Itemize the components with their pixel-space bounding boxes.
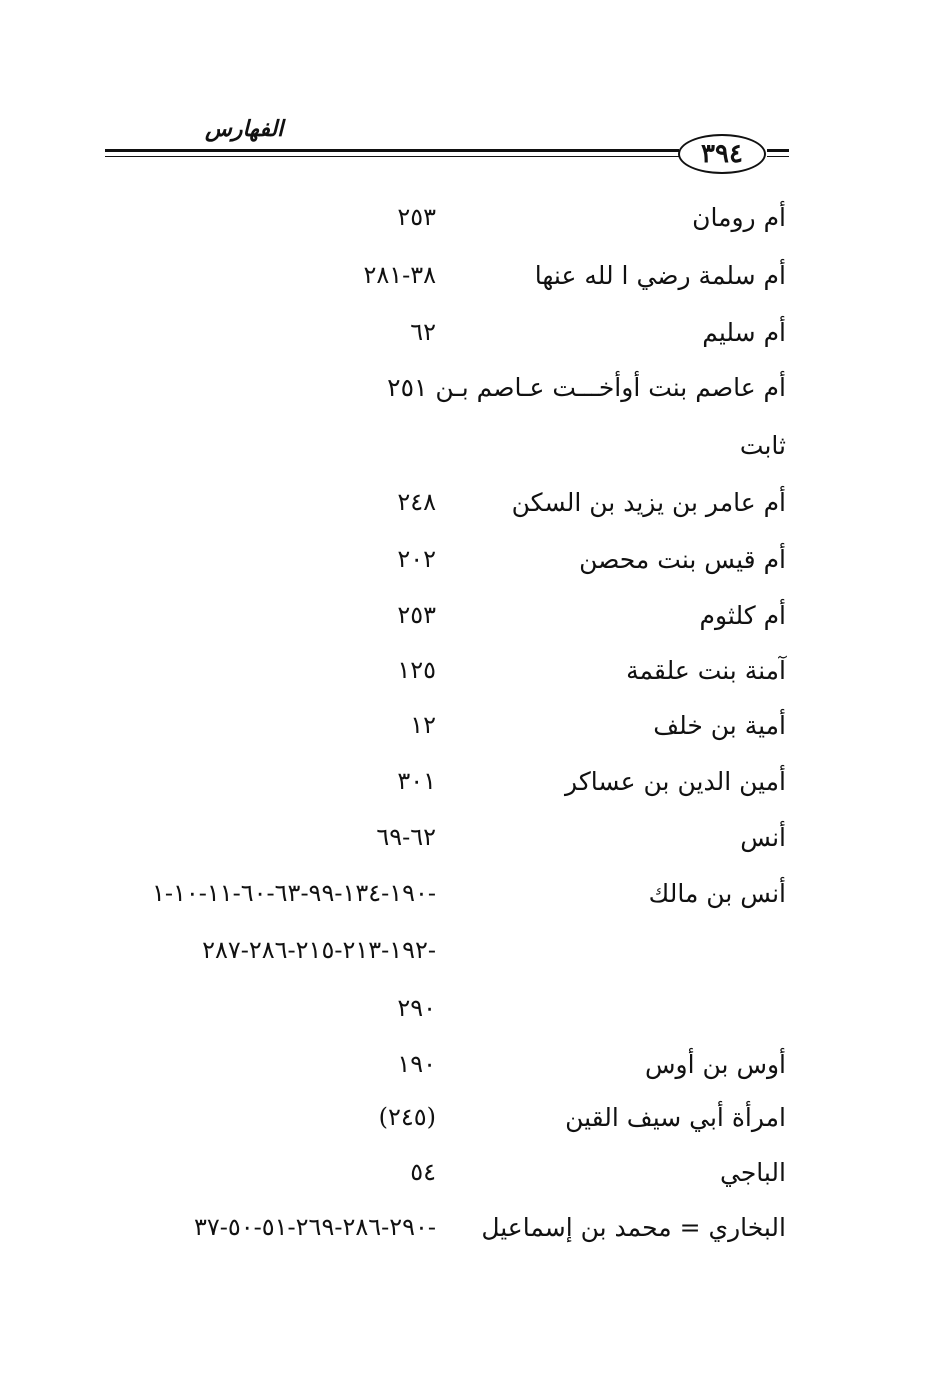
entry-name: أم قيس بنت محصن (579, 545, 786, 574)
entry-pages: ٢٩٠ (397, 994, 436, 1022)
index-entry (0, 431, 944, 487)
entry-pages: ٦٢ (410, 318, 436, 346)
entry-name: أم رومان (692, 203, 786, 232)
entry-name: الباجي (719, 1158, 786, 1187)
index-entry (0, 601, 944, 657)
index-entry (0, 261, 944, 317)
index-entry (0, 879, 944, 935)
entry-pages: ٦٢-٦٩ (376, 823, 436, 851)
entry-name: أوس بن أوس (645, 1050, 786, 1079)
entry-pages: ٣٨-٢٨١ (363, 261, 436, 289)
index-entry (0, 318, 944, 374)
entry-pages: -١٩٢-٢١٣-٢١٥-٢٨٦-٢٨٧ (202, 936, 436, 964)
entry-pages: ٢٥٣ (397, 601, 436, 629)
entry-name: أم عاصم بنت أوأخـــت عـاصم بـن ٢٥١ (387, 373, 786, 402)
entry-name: أمين الدين بن عساكر (565, 767, 786, 796)
entry-name: أنس (740, 823, 786, 852)
index-entry (0, 1158, 944, 1214)
entry-name: أمية بن خلف (653, 711, 786, 740)
entry-pages: ١٢ (410, 711, 436, 739)
entry-name: أم سلمة رضي ا لله عنها (534, 261, 786, 290)
entry-pages: ٢٠٢ (397, 545, 436, 573)
index-entry (0, 1213, 944, 1269)
entry-name: آمنة بنت علقمة (626, 656, 786, 685)
index-entry (0, 1103, 944, 1159)
entry-pages: -١٩٠-١٣٤-٩٩-٦٣-٦٠-١١-١٠-١ (151, 879, 436, 907)
entry-pages: ٢٥٣ (397, 203, 436, 231)
index-entry (0, 545, 944, 601)
index-entry (0, 711, 944, 767)
index-entry (0, 767, 944, 823)
header-title: الفهارس (205, 116, 284, 142)
entry-name: امرأة أبي سيف القين (565, 1103, 786, 1132)
entry-pages: ١٩٠ (397, 1050, 436, 1078)
entry-name: أم كلثوم (699, 601, 786, 630)
entry-pages: (٢٤٥) (378, 1103, 436, 1131)
index-entry (0, 373, 944, 429)
entry-pages: -٢٩٠-٢٨٦-٢٦٩-٥١-٥٠-٣٧ (193, 1213, 436, 1241)
page-number: ٣٩٤ (701, 139, 743, 169)
entry-name: أم عامر بن يزيد بن السكن (511, 488, 786, 517)
index-entry (0, 823, 944, 879)
index-entry (0, 994, 944, 1050)
index-entry (0, 656, 944, 712)
index-entry (0, 1050, 944, 1106)
entry-name: ثابت (739, 431, 786, 460)
entry-name: أم سليم (702, 318, 786, 347)
index-entry (0, 488, 944, 544)
entry-pages: ٥٤ (410, 1158, 436, 1186)
entry-pages: ٢٤٨ (397, 488, 436, 516)
index-entry (0, 203, 944, 259)
index-entry (0, 936, 944, 992)
entry-name: البخاري = محمد بن إسماعيل (481, 1213, 786, 1242)
entry-pages: ٣٠١ (397, 767, 436, 795)
entry-pages: ١٢٥ (397, 656, 436, 684)
entry-name: أنس بن مالك (648, 879, 786, 908)
